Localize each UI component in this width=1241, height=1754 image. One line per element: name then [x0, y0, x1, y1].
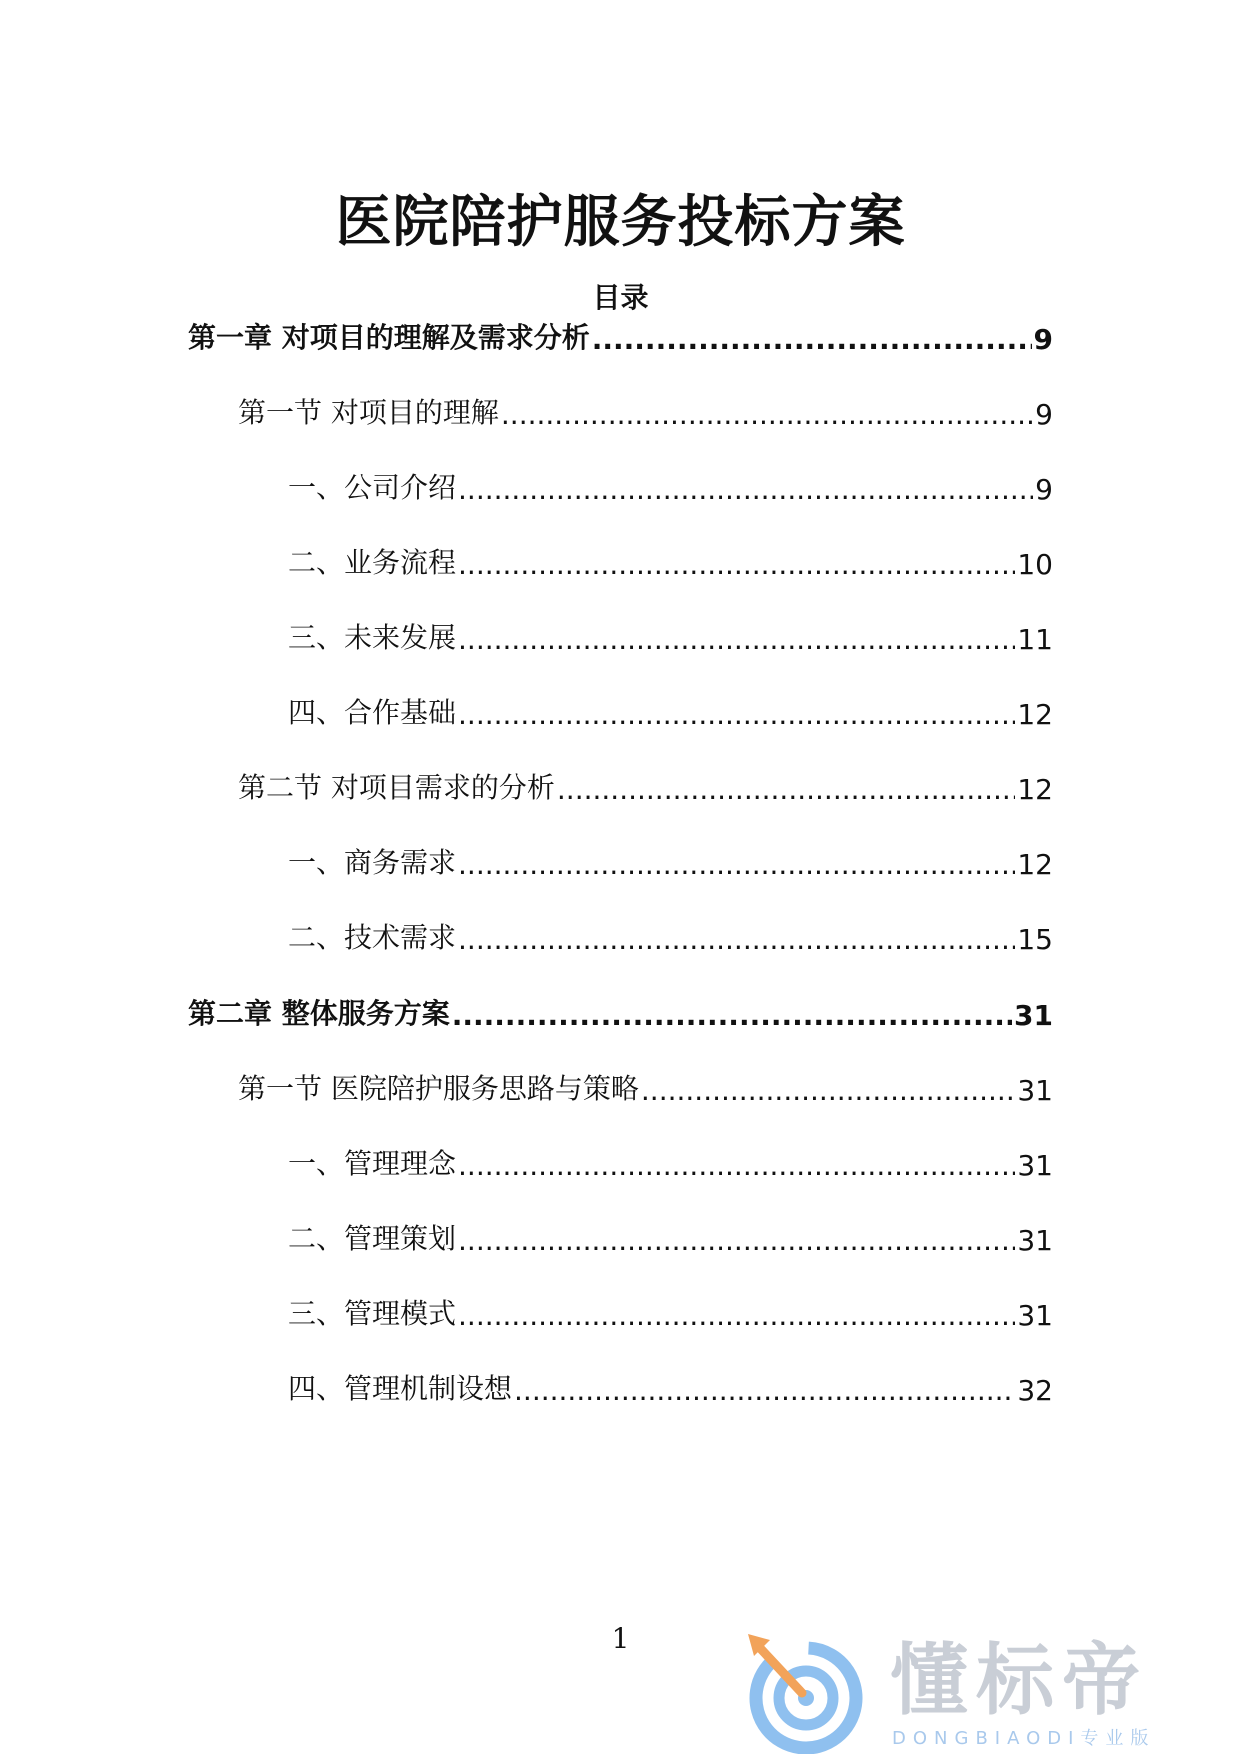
toc-leader-dots — [458, 1299, 1015, 1332]
watermark-subtitle: DONGBIAODI专业版 — [892, 1728, 1156, 1749]
toc-chapter-2[interactable] — [188, 992, 1053, 1032]
page-number: 1 — [611, 1622, 630, 1655]
toc-item-technical-requirements[interactable] — [288, 916, 1053, 956]
toc-entry-page: 12 — [1017, 698, 1053, 731]
toc-item-business-process[interactable] — [288, 541, 1053, 581]
toc-entry-label: 第二章 整体服务方案 — [188, 997, 450, 1030]
toc-entry-page: 9 — [1033, 323, 1053, 356]
toc-entry-page: 31 — [1017, 1299, 1053, 1332]
toc-item-management-mode[interactable] — [288, 1292, 1053, 1332]
toc-section-1-2[interactable] — [238, 766, 1053, 806]
toc-chapter-1[interactable] — [188, 316, 1053, 356]
toc-entry-label: 二、技术需求 — [288, 921, 457, 954]
toc-leader-dots — [592, 323, 1032, 356]
toc-leader-dots — [458, 548, 1015, 581]
toc-entry-label: 四、管理机制设想 — [288, 1372, 513, 1405]
toc-item-management-planning[interactable] — [288, 1217, 1053, 1257]
toc-item-management-philosophy[interactable] — [288, 1142, 1053, 1182]
toc-entry-page: 32 — [1017, 1374, 1053, 1407]
toc-entry-label: 一、公司介绍 — [288, 471, 457, 504]
toc-entry-label: 二、业务流程 — [288, 546, 457, 579]
toc-leader-dots — [557, 773, 1015, 806]
toc-leader-dots — [458, 923, 1015, 956]
toc-entry-page: 31 — [1017, 1224, 1053, 1257]
toc-entry-page: 15 — [1017, 923, 1053, 956]
toc-entry-page: 12 — [1017, 848, 1053, 881]
toc-item-company-intro[interactable] — [288, 466, 1053, 506]
toc-entry-label: 第一章 对项目的理解及需求分析 — [188, 321, 590, 354]
toc-section-2-1[interactable] — [238, 1067, 1053, 1107]
toc-leader-dots — [458, 1149, 1015, 1182]
watermark — [740, 1630, 1220, 1754]
target-arrow-icon — [740, 1630, 870, 1754]
toc-entry-label: 三、未来发展 — [288, 621, 457, 654]
toc-leader-dots — [641, 1074, 1015, 1107]
toc-heading: 目录 — [592, 281, 649, 314]
toc-leader-dots — [458, 623, 1015, 656]
toc-entry-page: 9 — [1035, 473, 1053, 506]
toc-leader-dots — [514, 1374, 1015, 1407]
toc-leader-dots — [458, 473, 1033, 506]
toc-leader-dots — [501, 398, 1033, 431]
toc-section-1-1[interactable] — [238, 391, 1053, 431]
toc-item-cooperation-basis[interactable] — [288, 691, 1053, 731]
toc-item-management-mechanism[interactable] — [288, 1367, 1053, 1407]
toc-entry-page: 10 — [1017, 548, 1053, 581]
toc-item-future-development[interactable] — [288, 616, 1053, 656]
toc-leader-dots — [458, 1224, 1015, 1257]
toc-entry-label: 一、商务需求 — [288, 846, 457, 879]
toc-leader-dots — [452, 999, 1012, 1032]
toc-entry-label: 第一节 对项目的理解 — [238, 396, 499, 429]
toc-entry-page: 11 — [1017, 623, 1053, 656]
toc-leader-dots — [458, 698, 1015, 731]
toc-entry-page: 12 — [1017, 773, 1053, 806]
watermark-brand: 懂标帝 — [890, 1636, 1149, 1726]
toc-entry-label: 四、合作基础 — [288, 696, 457, 729]
toc-entry-label: 一、管理理念 — [288, 1147, 457, 1180]
toc-entry-page: 9 — [1035, 398, 1053, 431]
toc-entry-label: 第一节 医院陪护服务思路与策略 — [238, 1072, 639, 1105]
toc-entry-label: 第二节 对项目需求的分析 — [238, 771, 555, 804]
toc-item-business-requirements[interactable] — [288, 841, 1053, 881]
document-title: 医院陪护服务投标方案 — [335, 190, 906, 255]
toc-leader-dots — [458, 848, 1015, 881]
toc-entry-label: 三、管理模式 — [288, 1297, 457, 1330]
toc-entry-page: 31 — [1014, 999, 1053, 1032]
toc-entry-page: 31 — [1017, 1149, 1053, 1182]
toc-entry-label: 二、管理策划 — [288, 1222, 457, 1255]
toc-entry-page: 31 — [1017, 1074, 1053, 1107]
